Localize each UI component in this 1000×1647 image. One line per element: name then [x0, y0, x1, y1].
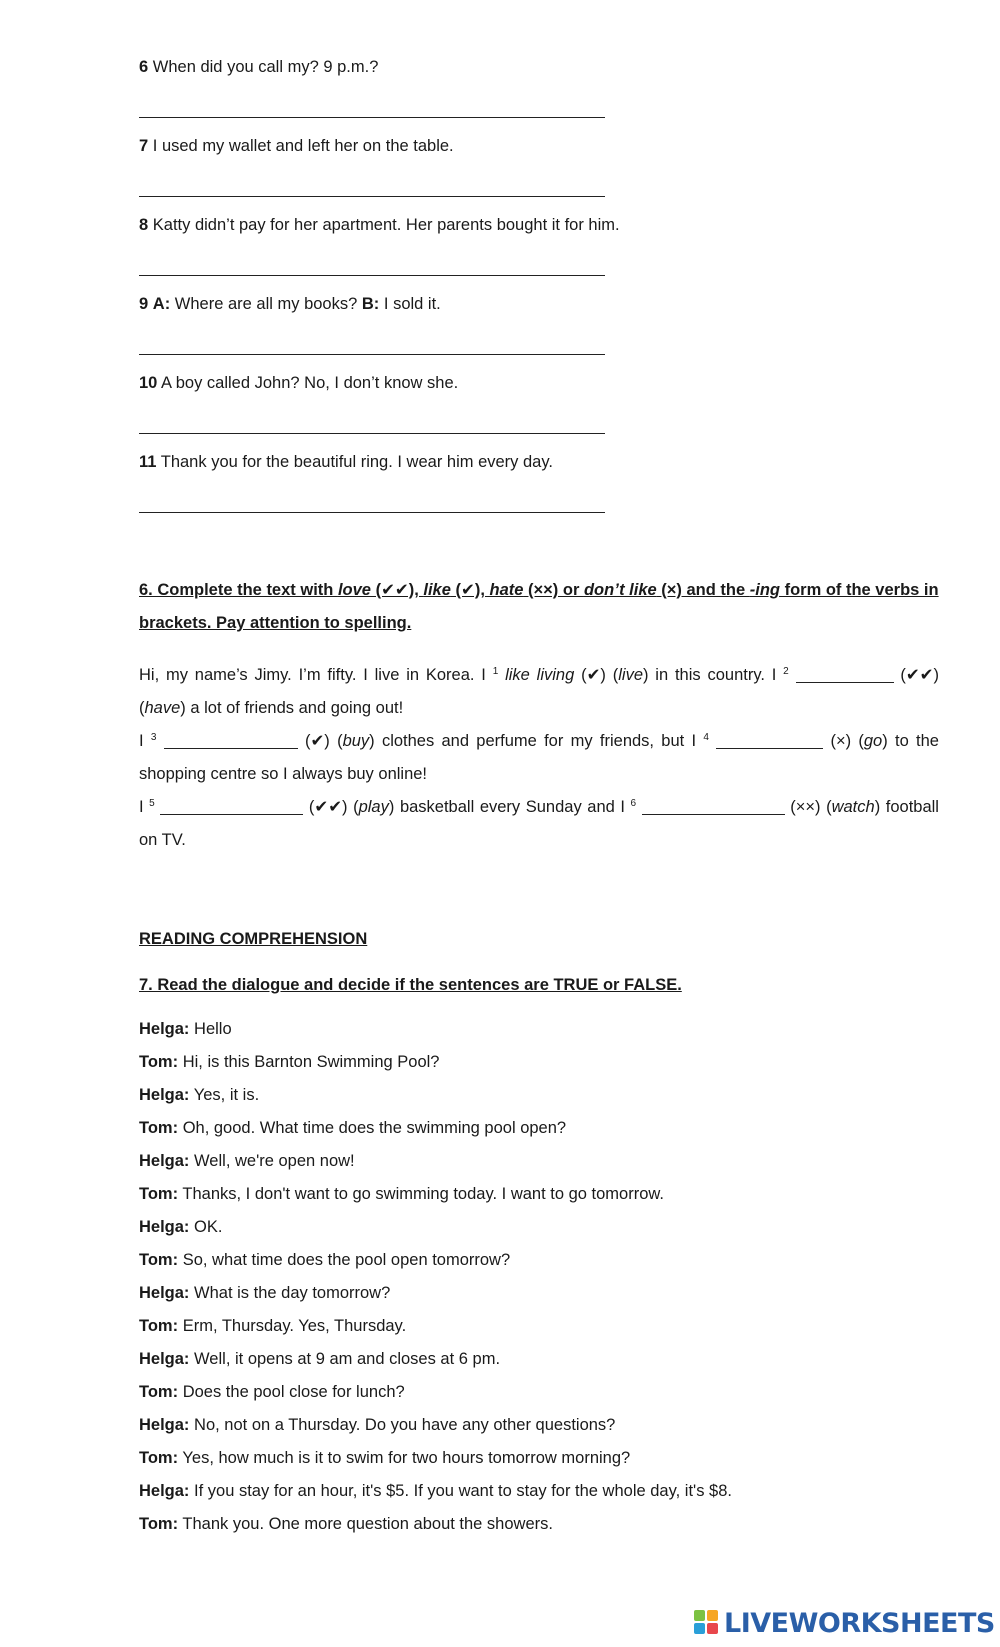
dialogue-line: Helga: Yes, it is. [139, 1086, 260, 1104]
answer-line[interactable] [139, 253, 605, 276]
gap-6-input[interactable] [642, 796, 785, 815]
dialogue-line: Helga: What is the day tomorrow? [139, 1284, 391, 1302]
dialogue-line: Tom: Hi, is this Barnton Swimming Pool? [139, 1053, 440, 1071]
question-text: 9 A: Where are all my books? B: I sold it. [139, 295, 441, 313]
liveworksheets-logo[interactable] [694, 1606, 995, 1640]
logo-text: LIVEWORKSHEETS [724, 1607, 995, 1639]
gap-3-input[interactable] [164, 730, 298, 749]
gap-4-input[interactable] [716, 730, 823, 749]
answer-line[interactable] [139, 490, 605, 513]
answer-line[interactable] [139, 174, 605, 197]
dialogue-line: Helga: OK. [139, 1218, 223, 1236]
dialogue-line: Tom: Thanks, I don't want to go swimming today. I want to go tomorrow. [139, 1185, 664, 1203]
answer-line[interactable] [139, 411, 605, 434]
dialogue-line: Tom: Erm, Thursday. Yes, Thursday. [139, 1317, 407, 1335]
question-text: 7 I used my wallet and left her on the table. [139, 137, 454, 155]
question-text: 6 When did you call my? 9 p.m.? [139, 58, 379, 76]
question-text: 8 Katty didn’t pay for her apartment. Her parents bought it for him. [139, 216, 620, 234]
dialogue-line: Helga: If you stay for an hour, it's $5. If you want to stay for the whole day, it's $8. [139, 1482, 732, 1500]
dialogue-line: Tom: Oh, good. What time does the swimming pool open? [139, 1119, 567, 1137]
section-6-title: 6. Complete the text with love (✔✔), like (✔), hate (××) or don’t like (×) and the -ing form of the verbs in brackets. Pay attention to spelling. [139, 581, 939, 632]
dialogue-line: Tom: So, what time does the pool open tomorrow? [139, 1251, 511, 1269]
liveworksheets-logo-icon [694, 1610, 720, 1636]
reading-heading: READING COMPREHENSION [139, 930, 368, 948]
question-text: 11 Thank you for the beautiful ring. I wear him every day. [139, 453, 553, 471]
section-7-title: 7. Read the dialogue and decide if the sentences are TRUE or FALSE. [139, 976, 682, 994]
answer-line[interactable] [139, 95, 605, 118]
gap-2-input[interactable] [796, 664, 894, 683]
dialogue-line: Helga: Hello [139, 1020, 232, 1038]
dialogue-line: Helga: Well, it opens at 9 am and closes at 6 pm. [139, 1350, 501, 1368]
dialogue-line: Helga: No, not on a Thursday. Do you have any other questions? [139, 1416, 616, 1434]
dialogue-line: Tom: Thank you. One more question about the showers. [139, 1515, 553, 1533]
gap-5-input[interactable] [160, 796, 303, 815]
question-text: 10 A boy called John? No, I don’t know she. [139, 374, 459, 392]
gap-fill-text: Hi, my name’s Jimy. I’m fifty. I live in Korea. I $^1$ like living (✔) (live) in this country. I $^2$ (✔✔) (have) a lot of friends and going out! I $^3$ (✔) (buy) clothes and perfume for my friends, but I $^4$ (×) (go) to the shopping centre so I always buy online! I $^5$ (✔✔) (play) basketball every Sunday and I $^6$ (××) (watch) football on TV. [139, 666, 940, 849]
dialogue-line: Tom: Yes, how much is it to swim for two hours tomorrow morning? [139, 1449, 631, 1467]
dialogue-line: Tom: Does the pool close for lunch? [139, 1383, 405, 1401]
answer-line[interactable] [139, 332, 605, 355]
dialogue-line: Helga: Well, we're open now! [139, 1152, 355, 1170]
